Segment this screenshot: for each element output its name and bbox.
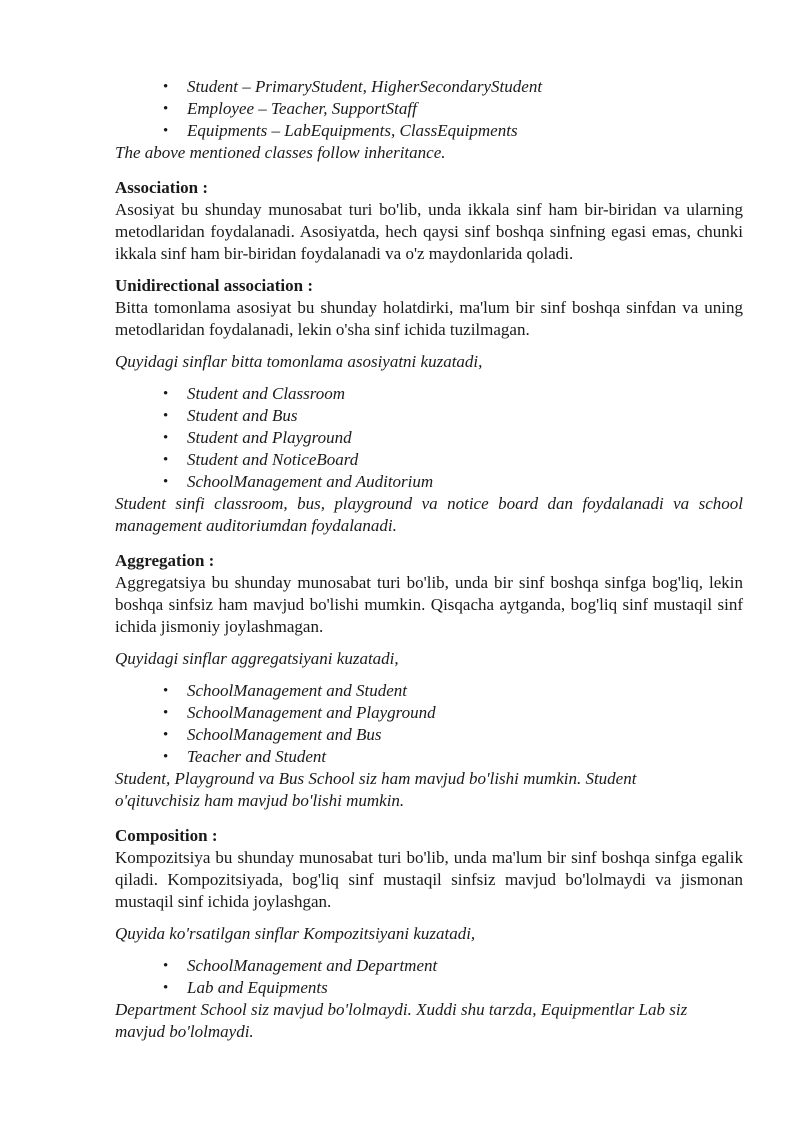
aggregation-heading: Aggregation :: [115, 551, 215, 570]
composition-note: Department School siz mavjud bo'lolmaydi. Xuddi shu tarzda, Equipmentlar Lab siz mavjud bo'lolmaydi.: [115, 1000, 688, 1041]
association-body: Asosiyat bu shunday munosabat turi bo'lib, unda ikkala sinf ham bir-biridan va ularning metodlaridan foydalanadi. Asosiyatda, hech qaysi sinf boshqa sinfning egasi emas, chunki ikkala sinf ham bir-biridan foydalanadi va o'z maydonlarida qoladi.: [115, 200, 743, 263]
unidirectional-list: [115, 383, 743, 493]
list-item: • Teacher and Student: [163, 746, 743, 768]
aggregation-note: Student, Playground va Bus School siz ham mavjud bo'lishi mumkin. Student o'qituvchisiz ham mavjud bo'lishi mumkin.: [115, 769, 637, 810]
list-item: • SchoolManagement and Student: [163, 680, 743, 702]
composition-heading: Composition :: [115, 826, 218, 845]
list-item: • Lab and Equipments: [163, 977, 743, 999]
inheritance-list: [115, 76, 743, 142]
list-item: • Student and Classroom: [163, 383, 743, 405]
composition-body: Kompozitsiya bu shunday munosabat turi bo'lib, unda ma'lum bir sinf boshqa sinfga egalik qiladi. Kompozitsiyada, bog'liq sinf mustaqil sinfsiz mavjud bo'lolmaydi va jismonan mustaqil sinf ichida joylashgan.: [115, 848, 743, 911]
association-heading: Association :: [115, 178, 209, 197]
list-item: • Student and Playground: [163, 427, 743, 449]
list-item: • SchoolManagement and Auditorium: [163, 471, 743, 493]
composition-intro: Quyida ko'rsatilgan sinflar Kompozitsiyani kuzatadi,: [115, 924, 476, 943]
list-item: • Student – PrimaryStudent, HigherSecondaryStudent: [163, 76, 743, 98]
unidirectional-heading: Unidirectional association :: [115, 276, 314, 295]
list-item: • Equipments – LabEquipments, ClassEquipments: [163, 120, 743, 142]
list-item: • SchoolManagement and Playground: [163, 702, 743, 724]
unidirectional-note: Student sinfi classroom, bus, playground va notice board dan foydalanadi va school management auditoriumdan foydalanadi.: [115, 494, 743, 535]
list-item: • Employee – Teacher, SupportStaff: [163, 98, 743, 120]
unidirectional-body: Bitta tomonlama asosiyat bu shunday holatdirki, ma'lum bir sinf boshqa sinfdan va uning metodlaridan foydalanadi, lekin o'sha sinf ichida tuzilmagan.: [115, 298, 743, 339]
document-page: [115, 76, 743, 1043]
aggregation-intro: Quyidagi sinflar aggregatsiyani kuzatadi,: [115, 649, 399, 668]
aggregation-list: [115, 680, 743, 768]
composition-list: [115, 955, 743, 999]
aggregation-body: Aggregatsiya bu shunday munosabat turi bo'lib, unda bir sinf boshqa sinfga bog'liq, lekin boshqa sinfsiz ham mavjud bo'lishi mumkin. Qisqacha aytganda, bog'liq sinf mustaqil sinf ichida jismoniy joylashmagan.: [115, 573, 743, 636]
unidirectional-intro: Quyidagi sinflar bitta tomonlama asosiyatni kuzatadi,: [115, 352, 483, 371]
list-item: • Student and NoticeBoard: [163, 449, 743, 471]
list-item: • SchoolManagement and Bus: [163, 724, 743, 746]
list-item: • Student and Bus: [163, 405, 743, 427]
list-item: • SchoolManagement and Department: [163, 955, 743, 977]
inheritance-note: The above mentioned classes follow inheritance.: [115, 143, 446, 162]
